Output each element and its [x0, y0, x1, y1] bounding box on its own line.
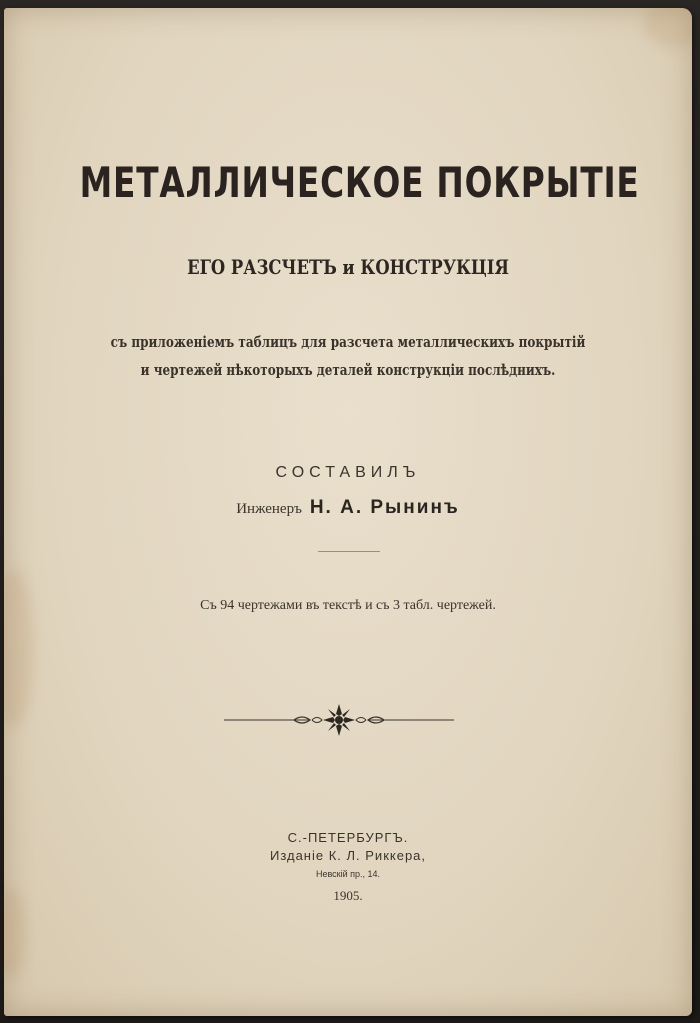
- divider-rule: [318, 551, 380, 552]
- compiled-by-label: СОСТАВИЛЪ: [275, 464, 421, 481]
- paper-stain: [4, 568, 34, 728]
- book-subtitle: ЕГО РАЗСЧЕТЪ и КОНСТРУКЦІЯ: [187, 255, 509, 279]
- paper-stain: [644, 8, 692, 48]
- drawings-note: Съ 94 чертежами въ текстѣ и съ 3 табл. чертежей.: [200, 598, 496, 613]
- imprint-address: Невскій пр., 14.: [315, 869, 381, 879]
- author-name: Н. А. Рынинъ: [309, 497, 460, 518]
- imprint-year: 1905.: [333, 888, 363, 903]
- author-line: [4, 497, 692, 519]
- imprint-publisher: Изданіе К. Л. Риккера,: [269, 848, 427, 863]
- description-line-2: и чертежей нѣкоторыхъ деталей конструкціи послѣднихъ.: [140, 361, 556, 379]
- title-page: [4, 8, 692, 1016]
- imprint-city: С.-ПЕТЕРБУРГЪ.: [287, 830, 409, 845]
- description-line-1: съ приложеніемъ таблицъ для разсчета металлическихъ покрытій: [110, 333, 586, 351]
- author-title: Инженеръ: [236, 501, 302, 517]
- book-title: МЕТАЛЛИЧЕСКОЕ ПОКРЫТІЕ: [79, 158, 640, 207]
- floral-ornament-icon: [224, 702, 454, 738]
